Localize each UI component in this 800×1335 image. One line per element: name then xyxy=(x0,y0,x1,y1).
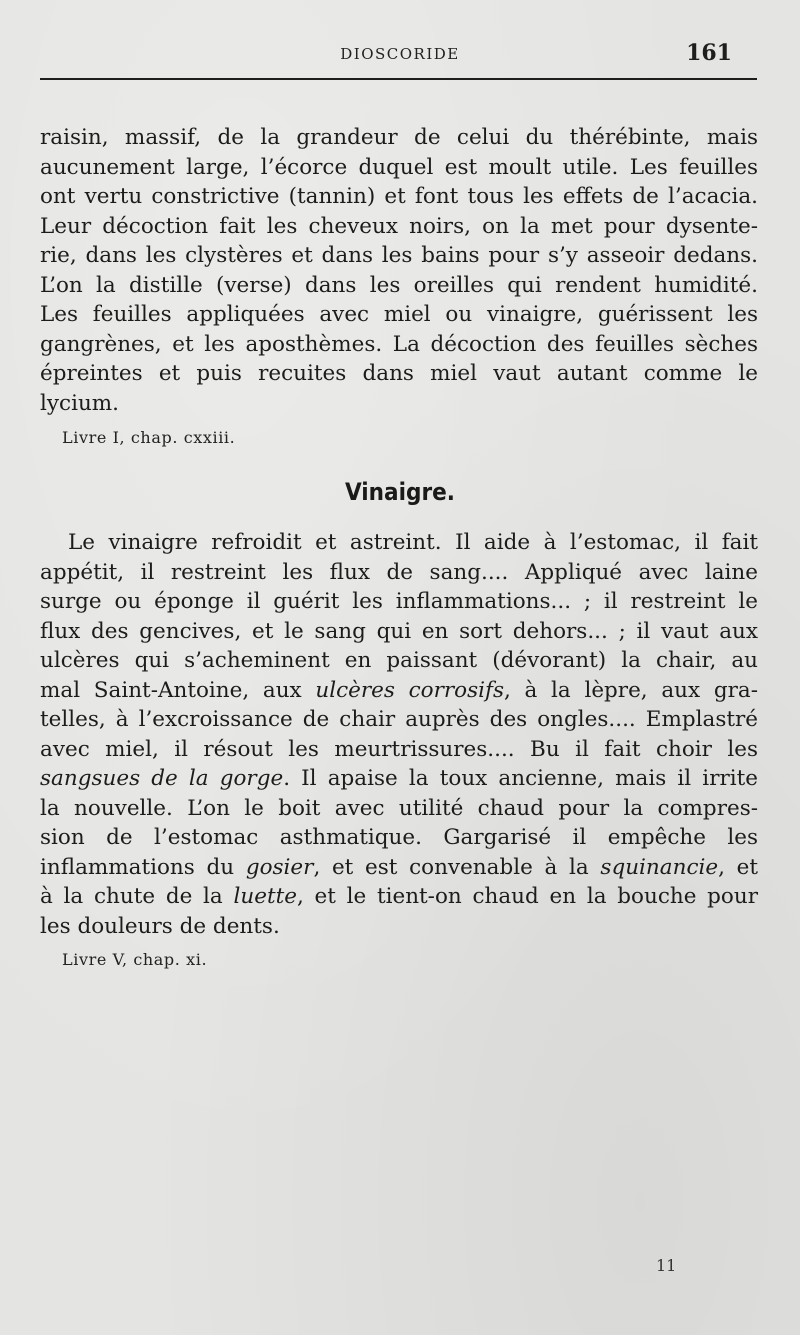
text-segment: . Il apaise la toux ancienne, mais il irrite xyxy=(283,766,758,791)
running-head xyxy=(40,42,760,66)
italic-term: gosier xyxy=(245,854,314,880)
text-line: aucunement large, l’écorce duquel est moult utile. Les feuilles xyxy=(40,154,758,180)
text-line: Le vinaigre refroidit et astreint. Il aide à l’estomac, il fait xyxy=(68,530,758,555)
italic-term: squinancie xyxy=(600,854,719,880)
text-segment: à la chute de la xyxy=(40,884,223,909)
text-line xyxy=(40,764,758,794)
text-line: surge ou éponge il guérit les inflammations... ; il restreint le xyxy=(40,589,758,614)
text-line: sion de l’estomac asthmatique. Gargarisé il empêche les xyxy=(40,825,758,850)
paragraph-1 xyxy=(40,123,758,418)
text-segment: , et est convenable à la xyxy=(313,854,589,880)
chapter-reference-2: Livre V, chap. xi. xyxy=(62,950,208,969)
text-line: les douleurs de dents. xyxy=(40,913,280,939)
text-segment: , et le tient-on chaud en la bouche pour xyxy=(296,884,758,909)
text-line xyxy=(40,882,758,912)
text-line: lycium. xyxy=(40,390,120,416)
text-line: ulcères qui s’acheminent en paissant (dévorant) la chair, au xyxy=(40,648,758,673)
text-line: telles, à l’excroissance de chair auprès des ongles.... Emplastré xyxy=(40,707,758,732)
text-segment: mal Saint-Antoine, aux xyxy=(40,677,302,703)
text-line: L’on la distille (verse) dans les oreilles qui rendent humidité. xyxy=(40,272,758,298)
running-title: DIOSCORIDE xyxy=(340,45,460,63)
text-line: appétit, il restreint les flux de sang.... Appliqué avec laine xyxy=(40,559,758,585)
text-line: flux des gencives, et le sang qui en sort dehors... ; il vaut aux xyxy=(40,618,758,644)
text-line xyxy=(40,853,758,883)
text-line xyxy=(40,676,758,706)
italic-term: sangsues de la gorge xyxy=(40,766,284,791)
text-segment: , à la lèpre, aux gra- xyxy=(504,677,758,703)
chapter-reference-1: Livre I, chap. cxxiii. xyxy=(62,428,236,447)
text-line: Leur décoction fait les cheveux noirs, on la met pour dysente- xyxy=(40,213,758,239)
section-title: Vinaigre. xyxy=(345,478,455,506)
text-line: raisin, massif, de la grandeur de celui du thérébinte, mais xyxy=(40,125,758,150)
paragraph-2 xyxy=(40,528,758,941)
text-segment: inflammations du xyxy=(40,854,235,880)
text-line: épreintes et puis recuites dans miel vaut autant comme le xyxy=(40,361,758,386)
header-rule xyxy=(40,78,757,80)
text-line: avec miel, il résout les meurtrissures.... Bu il fait choir les xyxy=(40,736,758,762)
text-line: Les feuilles appliquées avec miel ou vinaigre, guérissent les xyxy=(40,302,758,327)
text-line: gangrènes, et les aposthèmes. La décoction des feuilles sèches xyxy=(40,331,758,357)
page-number: 161 xyxy=(686,40,732,66)
italic-term: luette xyxy=(233,884,297,909)
text-segment: , et xyxy=(718,854,758,880)
text-line: la nouvelle. L’on le boit avec utilité chaud pour la compres- xyxy=(40,795,758,821)
signature-mark: 11 xyxy=(656,1256,677,1275)
text-line: rie, dans les clystères et dans les bains pour s’y asseoir dedans. xyxy=(40,243,758,268)
text-line: ont vertu constrictive (tannin) et font tous les effets de l’acacia. xyxy=(40,184,758,209)
italic-term: ulcères corrosifs xyxy=(315,677,504,703)
